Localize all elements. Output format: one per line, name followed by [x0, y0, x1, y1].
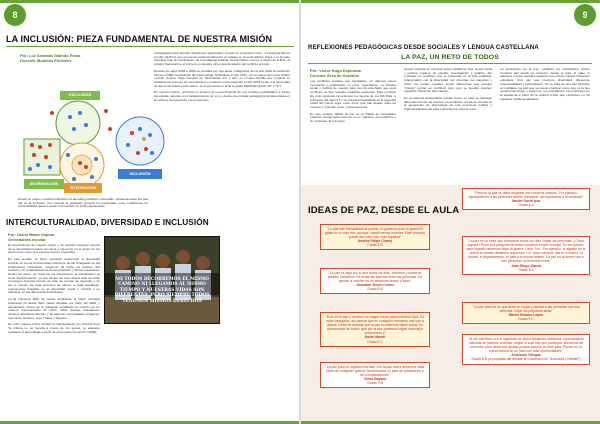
quote-grade: Grado 9 C	[518, 317, 534, 322]
quote-text: "La paz es un valor que formamos todos los días, todas las personas. ¿Cómo logrará? Pues a la pregunta de todos nosotros a nivel mundial. En mi opinión, para lograrlo debemos dejar la guerra. Decir "No". Por ejemplo, si alguien no le ofrece en armas debemos responder "no" para construir paz en el barrio, la ciudad, el departamento, el país y el mundo entero. La paz no la tienen uno o dos personas, la tenemos todos"	[466, 239, 586, 264]
quote-author: Anderson Villegas	[511, 353, 541, 358]
quote-grade: Grado 8 B	[367, 243, 383, 248]
quote-text: "La paz para mí significa libertad, con la paz todos debemos estar libres de cualquier guerra. Necesitamos un país de provisiones y sin complicaciones"	[325, 365, 425, 378]
sub-text-column	[8, 244, 100, 334]
quote-grade: Grado 8 A	[518, 203, 534, 208]
intro-paragraph: En nuestro interés, provocar en jóvenes al reconocimiento de sus propias posibilidades a través del estudio, aportar en el fortalecimiento de su yo, desde una mirada pedagógica fundamentada en la certeza, la esperanza y la proyección.	[154, 90, 290, 102]
section-subtitle: INTERCULTURALIDAD, DIVERSIDAD E INCLUSIÓN	[6, 218, 209, 227]
quote-card	[320, 362, 430, 388]
venn-label-integration: INTEGRACIÓN	[69, 186, 97, 190]
page-title: LA INCLUSIÓN: PIEZA FUNDAMENTAL DE NUESTRA MISIÓN	[6, 34, 273, 44]
author-name: Por: Luz Amanda Galindo Rivas	[20, 53, 81, 58]
quote-card	[320, 312, 430, 347]
quote-card	[462, 302, 590, 324]
sub-author-name: Por: Diana María Ospina	[8, 232, 55, 237]
intro-text-right-column	[154, 52, 290, 102]
quote-author: Andrés Felipe Charry	[357, 239, 393, 244]
page-title: REFLEXIONES PEDAGÓGICAS DESDE SOCIALES Y LENGUA CASTELLANA	[308, 44, 539, 51]
author-name: Por: Víctor Hugo Espinosa	[310, 68, 361, 73]
top-bar	[0, 0, 300, 3]
subtitle-underline	[308, 63, 592, 64]
title-underline	[6, 46, 294, 47]
students-photo	[104, 236, 220, 324]
quote-grade: Grado 8 B	[367, 287, 383, 292]
top-bar	[300, 0, 600, 3]
right-page	[300, 0, 600, 424]
quote-author: Jander David Ipuz	[511, 199, 541, 204]
intro-paragraph: Durante los años 2006 a 2008 se contaba con dos aulas multigrados. En el año 2010 la institución asume el MEF Aceleración del Aprendizaje; finalizando el año 2012, con el apoyo del rector Álvaro Lozano Ospina, llega Caminar en Secundaria uno y dos, un modelo flexible que propició se nivelaran los jóvenes de secundaria en condición extra-edad. En el año 2016 frente a la necesidad de dar continuidad a éste último, se implementa en la IE el grado PENSAR (grado 10° y 11°).	[154, 68, 290, 88]
quote-grade: Grado 9 C	[367, 339, 383, 344]
venn-label-inclusion: INCLUSIÓN	[129, 172, 151, 176]
quote-card	[462, 236, 590, 275]
inclusion-diagram	[20, 83, 170, 193]
author-block	[310, 68, 361, 78]
quote-author: Martín Erasmo López	[508, 313, 544, 318]
page-subtitle: LA PAZ, UN RETO DE TODOS	[401, 54, 499, 61]
article-paragraph: En este sentido, hablar de paz no es hablar de sociedades utópicas, donde todos vivimos en un "paraíso" sin conflictos y sin violencia. El concepto	[310, 111, 396, 124]
quote-grade: Grado 9 B	[367, 381, 383, 386]
quote-card	[320, 224, 430, 250]
quote-card	[462, 188, 590, 210]
quote-text: "La paz para mí es que tiene un hogar y ayudar a las personas con sus defectos. Dejar los prejuicios atrás"	[472, 305, 580, 314]
page-number-left: 8	[4, 4, 26, 26]
quote-author: Yolira Dayana	[363, 377, 387, 382]
quote-grade: Grado 8 B (a propósito del debate en Gamma.com "Juventud y Debate")	[471, 357, 581, 362]
quote-card	[320, 268, 430, 294]
quote-text: "Si me identifico con el siguiente de María Alejandra Mahecha, representante nacional de jóvenes víctimas, según el cual hay que participar, liberarnos de rencores, pero debemos ayudar porque cambie en este país. Pienso en la nueva fuerza en un país con más oportunidades"	[468, 337, 584, 354]
author-block	[20, 53, 81, 63]
author-role: Docente Área de Sociales	[310, 73, 359, 78]
author-role: Docente Modelos Flexibles	[20, 58, 72, 63]
sub-paragraph: La IE Nacional JMO ha venido ampliando la visión inclusiva propuesta ya desde hace varias décadas por parte del MEN, y actualmente dentro de la población estudiantil se cuenta con un número representativo de niños, niñas jóvenes estudiantes. Jóvenes afrodescendientes y de algunas comunidades indígenas: Yanconas, Embera, Inga, Huitos y Wayúus.	[8, 297, 100, 320]
photo-caption: NO TODOS RECORREMOS EL MISMO CAMINO NI LLEGAMOS AL MISMO TIEMPO Y NUESTRAS VIDAS SON DIFERENTES, PERO SIEMPRE TODOS TENEMOS MISMOS DERECHOS	[114, 277, 210, 304]
article-column-1	[310, 80, 396, 124]
intro-paragraph: pedagógicas para atender situaciones particulares a partir de proyectos como: "La Escuela Busca al niño" (E.B.N.) que promovía fundamentalmente un trabajo en la sede Alberto Pava y en la sede principal, bajo la coordinación de la pedagoga Fabiola Yaneth Núñez Correa. A través de E.B.N., el colegio Nacional fue el primero en atender niños desvinculados del conflicto armado.	[154, 51, 290, 67]
quote-author: Jhonatan Stiven Cortez	[356, 283, 394, 288]
intro-text-left: Desde su origen, nuestra institución ha atendido población vulnerable, fortaleciéndose día tras día en la inclusión. Aun cuando la población general ha presentado unas condiciones de vulnerabilidad típica o social, han existido en la IE experiencias	[18, 197, 148, 209]
quote-text: "La paz trae tranquilidad al pueblo. El gobierno para la guerra le gasta en lo más rico, aunque, habrá menos muertes. Este proceso puede dar más vida, más equidad"	[324, 227, 426, 240]
article-column-3: La generación de la paz, variables los estudiantes, deben construir paz desde su contexto, desde el aula, el patio, la cafetería y todos aquellos espacios que ofrece nuestra institución educativa. Una paz que involucre diversidad, diferencia, responsabilidad y participación. No se trata de una paz perfecta, es cotidiana. La paz que se puede practicar como reto es la que construimos todos y cada uno, los estudiantes. La construyen en la academia a partir de la actitud crítica que cimientan en los espacios institucionalizados.	[500, 67, 590, 101]
sub-paragraph: El conocimiento de nuestro origen y de nuestra evolución acerca de la diversidad humana nos lleva a situarnos en el grupo de los seres vivos como una especie única e irrepetible.	[8, 243, 100, 255]
article-paragraph: de paz empieza en nuestros actos cotidianos. Paz: la paz social y política requiere de estudio, investigación y análisis. Sin embargo los conflictos que se presentan en la vida cotidiana, relacionados con la diversidad, las minorías, las mayorías y todos los modos sociales tienen diferencias que pueden "chocar" (entrar en conflicto) pero que se pueden resolver mediante diferentes alternativas.	[404, 67, 492, 94]
quote-grade: Grado 8 A	[518, 267, 534, 272]
sub-author-role: Orientadora escolar	[8, 237, 46, 242]
quote-text: "Para mí la paz se debe empezar por nosotros mismos. Por ejemplo, ayudándonos a las personas siendo solidarios, así ayudamos a la sociedad"	[468, 191, 584, 200]
article-column-2	[404, 68, 492, 112]
quote-text: "La paz es algo por lo que todos los días, nosotros y nuestros padres, luchamos. Es evitar las guerras entre las personas. Es ayudar a convivir en un ambiente bueno y sano"	[327, 271, 423, 284]
venn-label-segregation: SEGREGACIÓN	[29, 182, 59, 186]
sub-author-block	[8, 232, 54, 242]
section-title: IDEAS DE PAZ, DESDE EL AULA	[308, 205, 460, 216]
sub-paragraph: En este sentido, se hace necesario determinar la diversidad cultural, en la que la diversidad cultural se ha ido arraigando en las instituciones educativas, exigiendo de todos los actores una revisión y un replanteamiento de las prácticas y formas educativas. Dentro de estos, por parte de los educadores, la planificación se viene transformando, ya que dentro de esta misma aula de clase convergen diversas formas de vida, de pensar, de aprender y de ver el mundo. Se trata entonces de ofrecer a cada estudiante, experiencias basadas en la diversidad social y cultural y en definitiva, en las diferencias individuales.	[8, 257, 100, 295]
page-fold	[299, 0, 301, 424]
quote-text: "Esto es la paz y no tener un mayor futuro para nuestros hijos. Es estar tranquilos, sin pensar que en cualquier momento nos van a atacar. Debe de aceptar que la paz la podemos hacer todos, es compromiso de todos, que por la paz podemos lograr una mejor convivencia y"	[325, 315, 425, 336]
sub-paragraph: De esta manera cobra sentido la manifestación por Francis Ford "la cultura no se hereda a través de los genes, se adquiere mediante el aprendizaje a partir de otros seres humanos" (1992).	[8, 322, 100, 334]
article-paragraph: En un sistema democrático existen leyes, en ellas se plantean diferentes formas de resolver los conflictos, donde la escuela es la generación de alternativas de una propuesta política y argumentativamente para enfrentar los nuevos retos.	[404, 95, 492, 112]
quote-author: Juan Diego García	[511, 263, 541, 268]
quote-author: Karen Muriel	[364, 335, 386, 340]
page-number-right: 9	[574, 4, 596, 26]
quote-card	[462, 334, 590, 365]
article-paragraph: Los conflictos sociales son inevitables, en algunos casos necesarios y justificados, en otros "específicos". La historia social y política de nuestro país nos ha enseñado que esos conflictos se han resuelto mediante violencias. Para nombrar las más recientes recordemos La Guerra de los Mil Días, a principios del siglo XX o la violencia bipartidista de la segunda mitad del mismo siglo; entre otros, que han dejado miles de muertos y víctimas, dolor y desesperanza.	[310, 79, 396, 109]
venn-label-exclusion: EXCLUSIÓN	[68, 93, 92, 97]
